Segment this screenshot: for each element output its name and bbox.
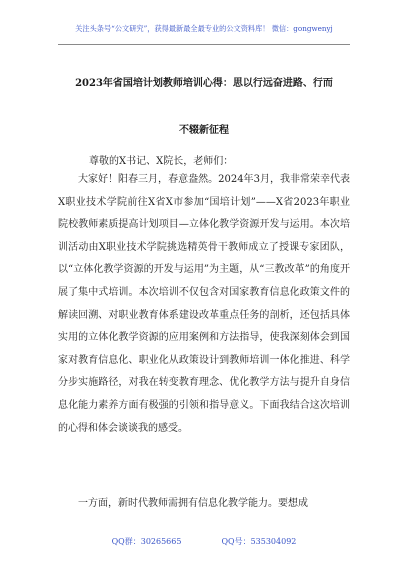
salutation: 尊敬的X书记、X院长，老师们：	[89, 156, 234, 167]
header-divider	[58, 44, 350, 45]
document-title-line-2: 不辍新征程	[179, 125, 229, 136]
footer-qq-number: QQ号：535304092	[221, 537, 297, 546]
document-title-line-1: 2023年省国培计划教师培训心得：思以行远奋进路、行而	[75, 78, 333, 89]
body-paragraph: 大家好！阳春三月，春意盎然。2024年3月，我非常荣幸代表X职业技术学院前往X省X市参加“国培计划”——X省2023年职业院校教师素质提高计划项目—立体化教学资源开发与运用。本次培训活动由X职业技术学院挑选精英骨干教师成立了授课专家团队，以“立体化教学资源的开发与运用”为主题，从“三教改革”的角度开展了集中式培训。本次培训不仅包含对国家教育信息化政策文件的解读回溯、对职业教育体系建设改革重点任务的剖析，还包括具体实用的立体化教学资源的应用案例和方法指导，使我深刻体会到国家对教育信息化、职业化从政策设计到教师培训一体化推进、科学分步实施路径，对我在转变教育理念、优化教学方法与提升自身信息化能力素养方面有极强的引领和指导意义。下面我结合这次培训的心得和体会谈谈我的感受。	[58, 174, 350, 434]
footer-qq-group: QQ群：30265665	[111, 537, 182, 546]
header-notice: 关注头条号“公文研究”，获得最新最全最专业的公文资料库！ 微信：gongwenyj	[75, 24, 333, 33]
footer-contact	[0, 536, 408, 547]
body-paragraph: 一方面，新时代教师需拥有信息化教学能力。要想成	[78, 498, 308, 509]
